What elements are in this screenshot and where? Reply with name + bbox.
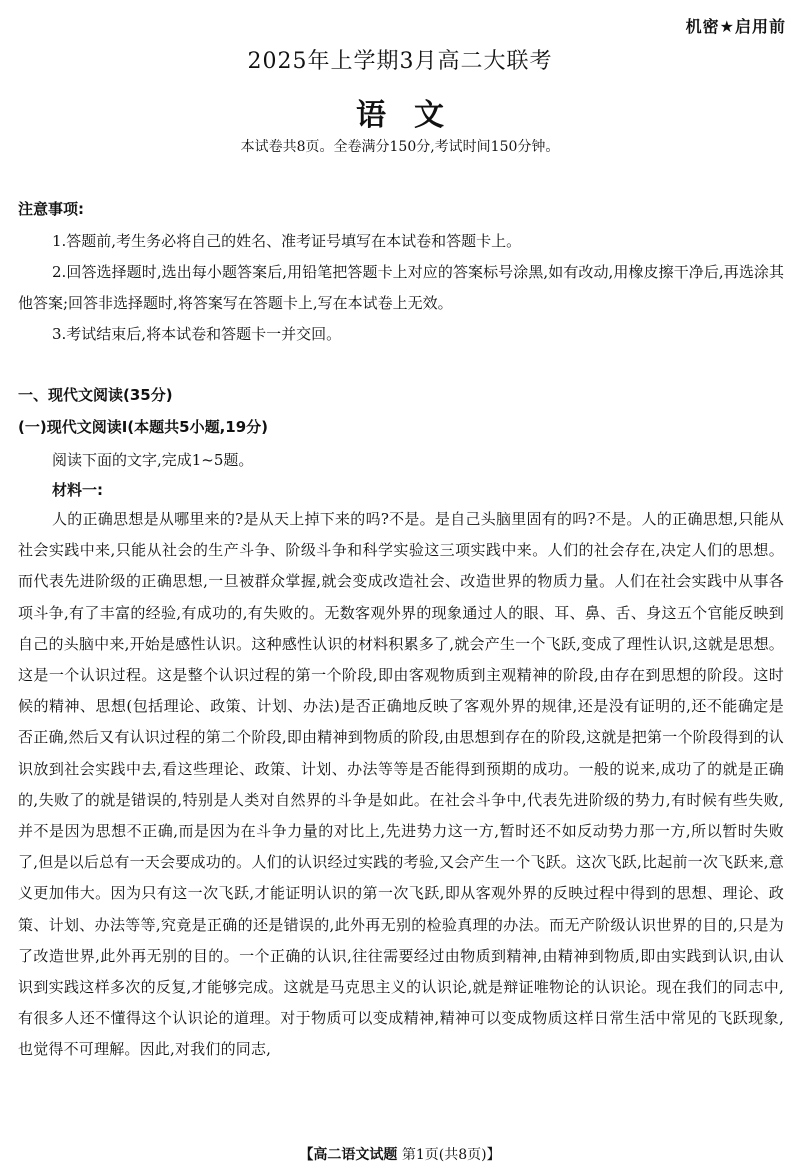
section-title: 一、现代文阅读(35分) [18, 386, 173, 404]
exam-info: 本试卷共8页。全卷满分150分,考试时间150分钟。 [240, 139, 560, 155]
confidential-label: 机密★启用前 [685, 17, 786, 36]
footer-title: 【高二语文试题 [299, 1147, 398, 1163]
reading-passage: 人的正确思想是从哪里来的?是从天上掉下来的吗?不是。是自己头脑里固有的吗?不是。人的正确思想,只能从社会实践中来,只能从社会的生产斗争、阶级斗争和科学实验这三项实践中来。人们的社会存在,决定人们的思想。而代表先进阶级的正确思想,一旦被群众掌握,就会变成改造社会、改造世界的物质力量。人们在社会实践中从事各项斗争,有了丰富的经验,有成功的,有失败的。无数客观外界的现象通过人的眼、耳、鼻、舌、身这五个官能反映到自己的头脑中来,开始是感性认识。这种感性认识的材料积累多了,就会产生一个飞跃,变成了理性认识,这就是思想。这是一个认识过程。这是整个认识过程的第一个阶段,即由客观物质到主观精神的阶段,由存在到思想的阶段。这时候的精神、思想(包括理论、政策、计划、办法)是否正确地反映了客观外界的规律,还是没有证明的,还不能确定是否正确,然后又有认识过程的第二个阶段,即由精神到物质的阶段,由思想到存在的阶段,这就是把第一个阶段得到的认识放到社会实践中去,看这些理论、政策、计划、办法等等是否能得到预期的成功。一般的说来,成功了的就是正确的,失败了的就是错误的,特别是人类对自然界的斗争是如此。在社会斗争中,代表先进阶级的势力,有时候有些失败,并不是因为思想不正确,而是因为在斗争力量的对比上,先进势力这一方,暂时还不如反动势力那一方,所以暂时失败了,但是以后总有一天会要成功的。人们的认识经过实践的考验,又会产生一个飞跃。这次飞跃,比起前一次飞跃来,意义更加伟大。因为只有这一次飞跃,才能证明认识的第一次飞跃,即从客观外界的反映过程中得到的思想、理论、政策、计划、办法等等,究竟是正确的还是错误的,此外再无别的检验真理的办法。而无产阶级认识世界的目的,只是为了改造世界,此外再无别的目的。一个正确的认识,往往需要经过由物质到精神,由精神到物质,即由实践到认识,由认识到实践这样多次的反复,才能够完成。这就是马克思主义的认识论,就是辩证唯物论的认识论。现在我们的同志中,有很多人还不懂得这个认识论的道理。对于物质可以变成精神,精神可以变成物质这样日常生活中常见的飞跃现象,也觉得不可理解。因此,对我们的同志, [18, 510, 784, 1059]
page-footer [0, 1144, 800, 1164]
notice-item: 3.考试结束后,将本试卷和答题卡一并交回。 [52, 325, 342, 343]
reading-instruction: 阅读下面的文字,完成1~5题。 [52, 451, 254, 469]
subject-title: 语文 [356, 98, 472, 133]
subsection-title: (一)现代文阅读Ⅰ(本题共5小题,19分) [18, 418, 269, 436]
notice-item: 2.回答选择题时,选出每小题答案后,用铅笔把答题卡上对应的答案标号涂黑,如有改动,用橡皮擦干净后,再选涂其他答案;回答非选择题时,将答案写在答题卡上,写在本试卷上无效。 [18, 263, 784, 312]
material-label: 材料一: [52, 481, 103, 499]
notice-item: 1.答题前,考生务必将自己的姓名、准考证号填写在本试卷和答题卡上。 [52, 232, 522, 250]
footer-page-number: 第1页(共8页)】 [401, 1147, 501, 1163]
exam-title: 2025年上学期3月高二大联考 [247, 49, 553, 74]
notice-heading: 注意事项: [18, 200, 84, 218]
